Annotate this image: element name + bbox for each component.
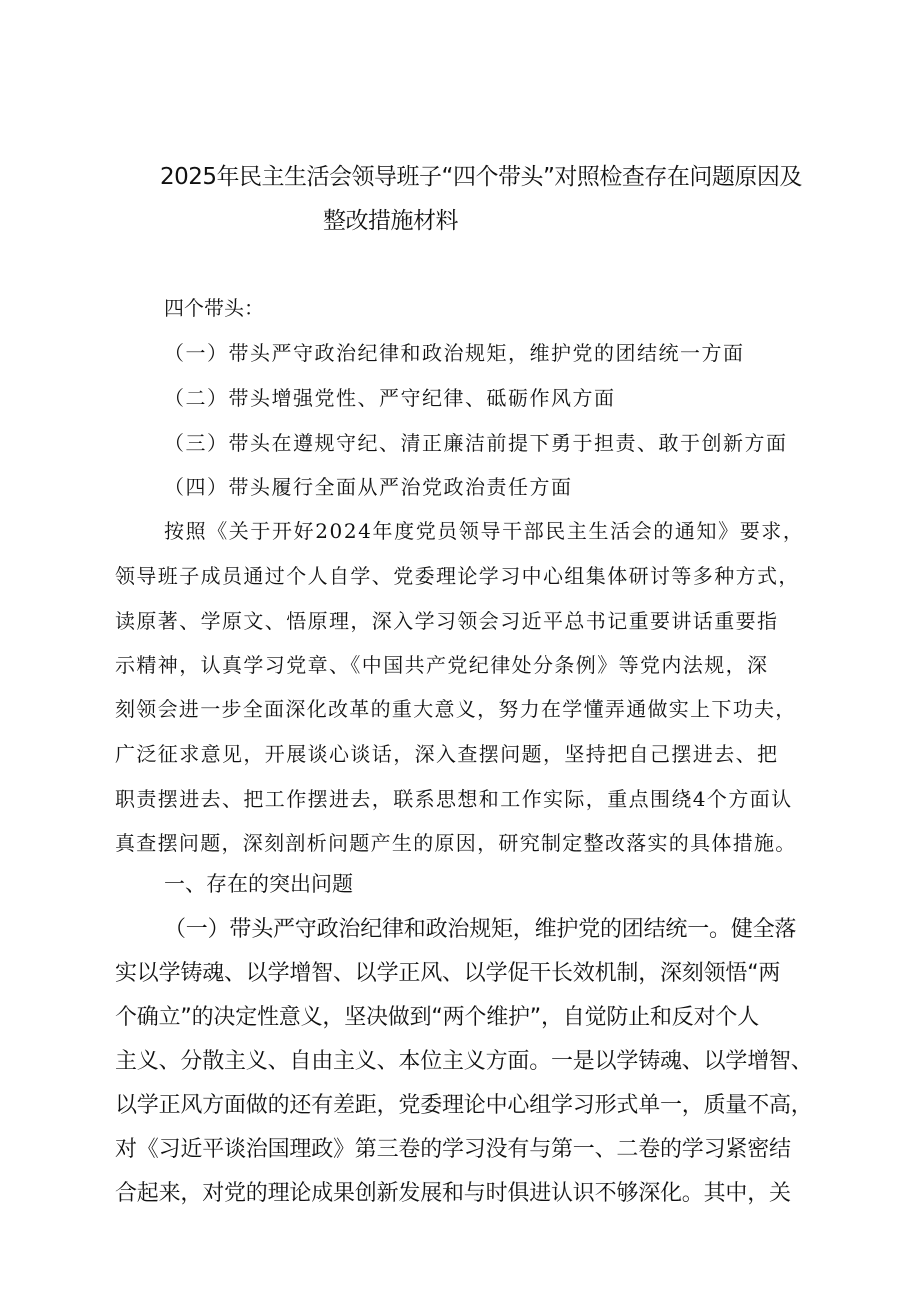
list-item: （一）带头严守政治纪律和政治规矩，维护党的团结统一方面: [164, 341, 745, 365]
list-item: （四）带头履行全面从严治党政治责任方面: [164, 475, 573, 499]
section-heading: 一、存在的突出问题: [164, 872, 353, 896]
body-line: 示精神，认真学习党章、《中国共产党纪律处分条例》等党内法规，深: [115, 653, 769, 677]
section-line: 合起来，对党的理论成果创新发展和与时俱进认识不够深化。其中，关: [115, 1181, 791, 1206]
section-line: 个确立”的决定性意义，坚决做到“两个维护”，自觉防止和反对个人: [115, 1005, 759, 1030]
section-line: 实以学铸魂、以学增智、以学正风、以学促干长效机制，深刻领悟“两: [115, 961, 781, 986]
body-line: 广泛征求意见，开展谈心谈话，深入查摆问题，坚持把自己摆进去、把: [115, 742, 779, 766]
section-line: 对《习近平谈治国理政》第三卷的学习没有与第一、二卷的学习紧密结: [115, 1137, 791, 1162]
intro-heading: 四个带头：: [164, 296, 264, 320]
list-item: （二）带头增强党性、严守纪律、砥砺作风方面: [164, 386, 616, 410]
document-title-line-1: 2025年民主生活会领导班子“四个带头”对照检查存在问题原因及: [160, 164, 802, 190]
section-line: （一）带头严守政治纪律和政治规矩，维护党的团结统一。健全落: [164, 917, 797, 942]
body-line: 按照《关于开好2024年度党员领导干部民主生活会的通知》要求，: [164, 519, 805, 543]
document-title-line-2: 整改措施材料: [323, 208, 458, 234]
list-item: （三）带头在遵规守纪、清正廉洁前提下勇于担责、敢于创新方面: [164, 431, 788, 455]
body-line: 刻领会进一步全面深化改革的重大意义，努力在学懂弄通做实上下功夫，: [115, 697, 797, 721]
section-line: 以学正风方面做的还有差距，党委理论中心组学习形式单一，质量不高，: [115, 1093, 813, 1118]
section-line: 主义、分散主义、自由主义、本位主义方面。一是以学铸魂、以学增智、: [115, 1049, 813, 1074]
body-line: 领导班子成员通过个人自学、党委理论学习中心组集体研讨等多种方式，: [115, 564, 800, 588]
body-line: 读原著、学原文、悟原理，深入学习领会习近平总书记重要讲话重要指: [115, 609, 779, 633]
body-line: 职责摆进去、把工作摆进去，联系思想和工作实际，重点围绕4个方面认: [115, 787, 793, 811]
body-line: 真查摆问题，深刻剖析问题产生的原因，研究制定整改落实的具体措施。: [115, 831, 797, 855]
